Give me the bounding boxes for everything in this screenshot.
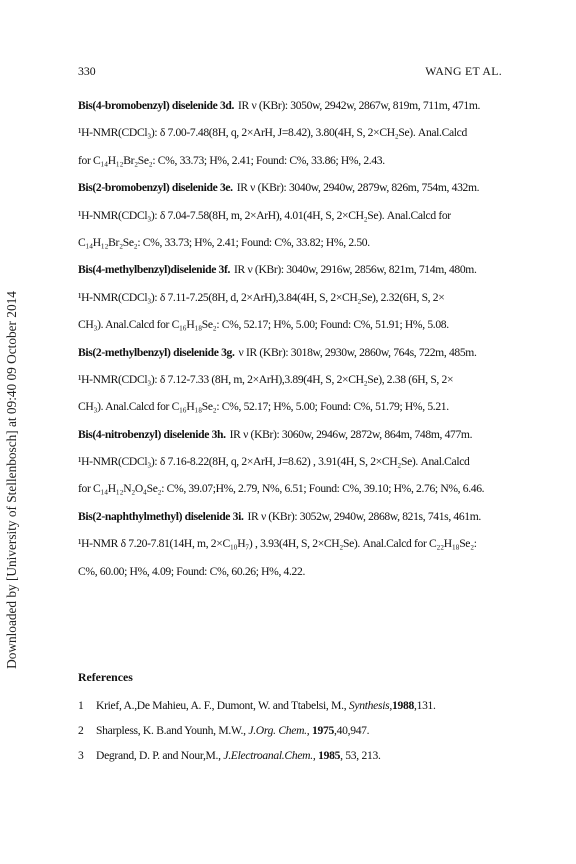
running-header: [78, 64, 502, 80]
anal-data: C%, 60.00; H%, 4.09; Found: C%, 60.26; H%, 4.22.: [78, 564, 305, 578]
entry-3i-nmr-line: [78, 536, 502, 563]
entry-3f-nmr-line: [78, 290, 502, 317]
download-watermark: [2, 200, 22, 760]
entry-3e-nmr-line: [78, 208, 502, 235]
references-section: [78, 670, 502, 773]
nmr-data: ¹H-NMR(CDCl₃): δ 7.12-7.33 (8H, m, 2×ArH),3.89(4H, S, 2×CH₂Se), 2.38 (6H, S, 2×: [78, 372, 454, 386]
references-heading: References: [78, 670, 133, 684]
entry-3g-anal-line: [78, 399, 502, 426]
reference-authors: Sharpless, K. B.and Younh, M.W.,: [96, 724, 246, 737]
compound-name: Bis(2-naphthylmethyl) diselenide 3i.: [78, 509, 244, 523]
nmr-data: ¹H-NMR δ 7.20-7.81(14H, m, 2×C₁₀H₇) , 3.93(4H, S, 2×CH₂Se). Anal.Calcd for C₂₂H₁₈Se₂:: [78, 537, 477, 551]
ir-data: IR ν (KBr): 3040w, 2916w, 2856w, 821m, 714m, 480m.: [234, 263, 477, 277]
anal-data: for C₁₄H₁₂N₂O₄Se₂: C%, 39.07;H%, 2.79, N%, 6.51; Found: C%, 39.10; H%, 2.76; N%, 6.46.: [78, 482, 485, 496]
reference-authors: Degrand, D. P. and Nour,M.,: [96, 749, 221, 762]
anal-data: CH₃). Anal.Calcd for C₁₆H₁₈Se₂: C%, 52.17; H%, 5.00; Found: C%, 51.91; H%, 5.08.: [78, 318, 449, 332]
ir-data: IR ν (KBr): 3040w, 2940w, 2879w, 826m, 754m, 432m.: [236, 181, 480, 195]
nmr-data: ¹H-NMR(CDCl₃): δ 7.11-7.25(8H, d, 2×ArH),3.84(4H, S, 2×CH₂Se), 2.32(6H, S, 2×: [78, 290, 445, 304]
compound-data: [78, 98, 502, 591]
reference-pages: ,40,947.: [334, 724, 370, 737]
compound-name: Bis(2-bromobenzyl) diselenide 3e.: [78, 181, 233, 195]
anal-data: for C₁₄H₁₂Br₂Se₂: C%, 33.73; H%, 2.41; Found: C%, 33.86; H%, 2.43.: [78, 153, 385, 167]
reference-number: 3: [78, 749, 84, 762]
entry-3d-title-line: [78, 98, 502, 125]
entry-3h-nmr-line: [78, 454, 502, 481]
reference-item: [78, 698, 502, 723]
reference-journal: Synthesis,: [348, 699, 392, 712]
entry-3d-anal-line: [78, 153, 502, 180]
reference-pages: , 53, 213.: [340, 749, 381, 762]
reference-year: 1975: [312, 724, 334, 737]
entry-3h-title-line: [78, 427, 502, 454]
entry-3f-title-line: [78, 262, 502, 289]
nmr-data: ¹H-NMR(CDCl₃): δ 7.16-8.22(8H, q, 2×ArH, J=8.62) , 3.91(4H, S, 2×CH₂Se). Anal.Calcd: [78, 455, 470, 469]
reference-journal: J.Org. Chem.,: [248, 724, 310, 737]
ir-data: IR ν (KBr): 3052w, 2940w, 2868w, 821s, 741s, 461m.: [247, 509, 481, 523]
running-authors: WANG ET AL.: [425, 64, 502, 78]
entry-3f-anal-line: [78, 317, 502, 344]
reference-item: [78, 748, 502, 773]
reference-authors: Krief, A.,De Mahieu, A. F., Dumont, W. and Ttabelsi, M.,: [96, 699, 347, 712]
compound-name: Bis(4-nitrobenzyl) diselenide 3h.: [78, 427, 226, 441]
compound-name: Bis(4-bromobenzyl) diselenide 3d.: [78, 99, 235, 112]
entry-3g-title-line: [78, 345, 502, 372]
entry-3d-nmr-line: [78, 125, 502, 152]
anal-data: CH₃). Anal.Calcd for C₁₆H₁₈Se₂: C%, 52.17; H%, 5.00; Found: C%, 51.79; H%, 5.21.: [78, 400, 449, 414]
reference-journal: J.Electroanal.Chem.,: [223, 749, 316, 762]
entry-3e-title-line: [78, 180, 502, 207]
reference-pages: ,131.: [413, 699, 436, 712]
compound-name: Bis(4-methylbenzyl)diselenide 3f.: [78, 263, 231, 277]
compound-name: Bis(2-methylbenzyl) diselenide 3g.: [78, 345, 235, 359]
entry-3i-anal-line: [78, 564, 502, 591]
reference-year: 1985: [318, 749, 341, 762]
ir-data: IR ν (KBr): 3050w, 2942w, 2867w, 819m, 711m, 471m.: [238, 99, 481, 112]
page-number: 330: [78, 64, 96, 78]
entry-3g-nmr-line: [78, 372, 502, 399]
reference-year: 1988: [391, 699, 414, 712]
reference-number: 1: [78, 699, 84, 712]
entry-3h-anal-line: [78, 481, 502, 508]
reference-number: 2: [78, 724, 84, 737]
reference-item: [78, 723, 502, 748]
anal-data: C₁₄H₁₂Br₂Se₂: C%, 33.73; H%, 2.41; Found: C%, 33.82; H%, 2.50.: [78, 235, 370, 249]
download-watermark-text: Downloaded by [University of Stellenbosch] at 09:40 09 October 2014: [4, 291, 19, 669]
entry-3i-title-line: [78, 509, 502, 536]
entry-3e-anal-line: [78, 235, 502, 262]
ir-data: ν IR (KBr): 3018w, 2930w, 2860w, 764s, 722m, 485m.: [238, 345, 477, 359]
nmr-data: ¹H-NMR(CDCl₃): δ 7.04-7.58(8H, m, 2×ArH), 4.01(4H, S, 2×CH₂Se). Anal.Calcd for: [78, 208, 451, 222]
nmr-data: ¹H-NMR(CDCl₃): δ 7.00-7.48(8H, q, 2×ArH, J=8.42), 3.80(4H, S, 2×CH₂Se). Anal.Calcd: [78, 126, 467, 140]
ir-data: IR ν (KBr): 3060w, 2946w, 2872w, 864m, 748m, 477m.: [229, 427, 473, 441]
